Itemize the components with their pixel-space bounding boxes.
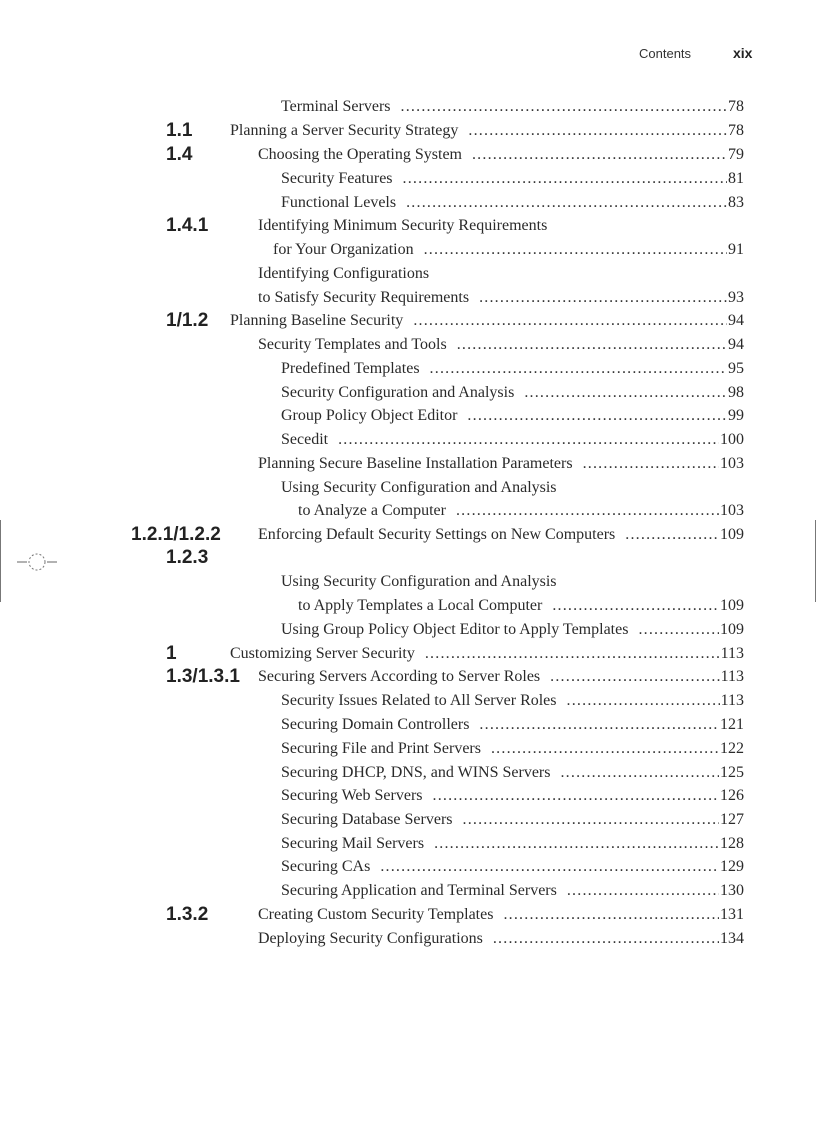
toc-entry[interactable]	[281, 856, 744, 878]
toc-row	[0, 904, 816, 926]
toc-entry-page: 78	[728, 122, 744, 139]
toc-entry-title: Customizing Server Security	[230, 645, 415, 662]
toc-row	[0, 382, 816, 404]
dot-leader	[479, 287, 727, 309]
dot-leader	[524, 382, 727, 404]
toc-entry[interactable]	[281, 880, 744, 902]
dot-leader	[467, 405, 727, 427]
toc-entry-title: Enforcing Default Security Settings on New Computers	[258, 526, 616, 543]
toc-entry-title: Using Security Configuration and Analysis	[281, 573, 557, 590]
toc-entry-title: Securing Application and Terminal Servers	[281, 882, 557, 899]
toc-entry[interactable]	[258, 524, 744, 546]
toc-entry[interactable]	[281, 382, 744, 404]
dot-leader	[434, 833, 719, 855]
toc-entry-page: 93	[728, 289, 744, 306]
toc-entry[interactable]	[298, 595, 744, 617]
dot-leader	[583, 453, 719, 475]
dot-leader	[567, 880, 719, 902]
toc-entry-page: 113	[720, 668, 744, 685]
toc-entry-title: Securing CAs	[281, 858, 371, 875]
toc-entry-page: 91	[728, 241, 744, 258]
toc-entry-title: Securing File and Print Servers	[281, 740, 481, 757]
toc-entry[interactable]	[281, 477, 557, 499]
toc-entry-title: to Analyze a Computer	[298, 502, 446, 519]
toc-row	[0, 619, 816, 641]
dot-leader	[424, 239, 727, 261]
toc-entry[interactable]	[281, 358, 744, 380]
toc-entry[interactable]	[281, 785, 744, 807]
toc-row	[0, 524, 816, 546]
running-header-section: Contents	[639, 46, 692, 61]
toc-entry-page: 125	[720, 764, 744, 781]
toc-row	[0, 738, 816, 760]
toc-entry[interactable]	[258, 904, 744, 926]
dot-leader	[472, 144, 727, 166]
toc-entry[interactable]	[230, 643, 744, 665]
toc-row	[0, 856, 816, 878]
toc-entry-title: Using Security Configuration and Analysis	[281, 479, 557, 496]
toc-row	[0, 287, 816, 309]
toc-entry[interactable]	[281, 429, 744, 451]
objective-marker: 1.3/1.3.1	[166, 666, 240, 687]
toc-entry-page: 78	[728, 98, 744, 115]
toc-entry-page: 131	[720, 906, 744, 923]
dot-leader	[550, 666, 719, 688]
objective-marker: 1/1.2	[166, 310, 209, 331]
toc-entry[interactable]	[258, 144, 744, 166]
toc-entry-title: Choosing the Operating System	[258, 146, 462, 163]
toc-entry-page: 128	[720, 835, 744, 852]
registration-mark-icon	[17, 550, 57, 574]
dot-leader	[503, 904, 719, 926]
toc-entry-title: Functional Levels	[281, 194, 397, 211]
toc-entry[interactable]	[281, 96, 744, 118]
dot-leader	[625, 524, 719, 546]
dot-leader	[338, 429, 719, 451]
toc-entry-page: 109	[720, 597, 744, 614]
toc-row	[0, 120, 816, 142]
toc-entry-page: 99	[728, 407, 744, 424]
objective-marker: 1.2.1/1.2.2	[131, 524, 221, 545]
toc-entry-title: to Satisfy Security Requirements	[258, 289, 470, 306]
dot-leader	[560, 762, 719, 784]
dot-leader	[567, 690, 720, 712]
toc-row	[0, 310, 816, 332]
objective-marker: 1.3.2	[166, 904, 209, 925]
dot-leader	[425, 643, 720, 665]
toc-entry-page: 122	[720, 740, 744, 757]
objective-marker: 1	[166, 643, 177, 664]
objective-marker: 1.1	[166, 120, 193, 141]
toc-entry-page: 103	[720, 502, 744, 519]
toc-entry-title: Terminal Servers	[281, 98, 391, 115]
dot-leader	[457, 334, 727, 356]
toc-row	[0, 192, 816, 214]
toc-entry-title: Security Issues Related to All Server Roles	[281, 692, 557, 709]
toc-entry-page: 113	[720, 645, 744, 662]
toc-row	[0, 96, 816, 118]
toc-row	[0, 263, 816, 285]
toc-entry-title: Creating Custom Security Templates	[258, 906, 494, 923]
toc-entry-title: to Apply Templates a Local Computer	[298, 597, 543, 614]
dot-leader	[491, 738, 719, 760]
toc-row	[0, 714, 816, 736]
toc-entry[interactable]	[230, 310, 744, 332]
toc-entry-title: Planning a Server Security Strategy	[230, 122, 459, 139]
toc-entry-page: 94	[728, 312, 744, 329]
toc-entry-page: 127	[720, 811, 744, 828]
dot-leader	[463, 809, 720, 831]
dot-leader	[430, 358, 727, 380]
toc-entry[interactable]	[281, 738, 744, 760]
objective-marker: 1.2.3	[166, 547, 209, 568]
dot-leader	[401, 96, 727, 118]
toc-entry[interactable]	[281, 571, 557, 593]
dot-leader	[479, 714, 719, 736]
toc-entry-title: Securing Web Servers	[281, 787, 423, 804]
dot-leader	[493, 928, 719, 950]
toc-entry[interactable]	[258, 263, 429, 285]
toc-row	[0, 928, 816, 950]
toc-row	[0, 690, 816, 712]
toc-row	[0, 405, 816, 427]
objective-marker: 1.4.1	[166, 215, 209, 236]
toc-entry-page: 109	[720, 526, 744, 543]
toc-entry[interactable]	[281, 833, 744, 855]
dot-leader	[456, 500, 719, 522]
toc-entry[interactable]	[298, 500, 744, 522]
dot-leader	[403, 168, 727, 190]
toc-row	[0, 666, 816, 688]
toc-row	[0, 358, 816, 380]
toc-entry-page: 83	[728, 194, 744, 211]
toc-entry-page: 130	[720, 882, 744, 899]
toc-row	[0, 833, 816, 855]
dot-leader	[380, 856, 719, 878]
toc-entry[interactable]	[281, 405, 744, 427]
toc-row	[0, 239, 816, 261]
toc-row	[0, 500, 816, 522]
toc-entry-page: 121	[720, 716, 744, 733]
toc-entry-page: 100	[720, 431, 744, 448]
toc-row	[0, 762, 816, 784]
toc-entry[interactable]	[258, 334, 744, 356]
objective-marker: 1.4	[166, 144, 193, 165]
toc-row	[0, 334, 816, 356]
toc-entry-page: 103	[720, 455, 744, 472]
toc-row	[0, 429, 816, 451]
toc-entry-page: 79	[728, 146, 744, 163]
toc-row	[0, 643, 816, 665]
toc-entry-page: 126	[720, 787, 744, 804]
dot-leader	[433, 785, 720, 807]
running-header-page-number: xix	[733, 45, 753, 61]
toc-entry[interactable]	[273, 239, 744, 261]
toc-row	[0, 144, 816, 166]
dot-leader	[468, 120, 727, 142]
toc-row	[0, 595, 816, 617]
toc-entry-title: Securing Servers According to Server Roles	[258, 668, 541, 685]
dot-leader	[413, 310, 727, 332]
dot-leader	[552, 595, 719, 617]
toc-entry-page: 109	[720, 621, 744, 638]
toc-entry-title: Planning Secure Baseline Installation Parameters	[258, 455, 573, 472]
toc-entry-title: Deploying Security Configurations	[258, 930, 483, 947]
toc-entry-title: Identifying Configurations	[258, 265, 430, 282]
toc-entry[interactable]	[281, 690, 744, 712]
toc-entry[interactable]	[281, 168, 744, 190]
toc-entry-page: 95	[728, 360, 744, 377]
dot-leader	[406, 192, 727, 214]
toc-entry-page: 129	[720, 858, 744, 875]
toc-entry-title: Securing DHCP, DNS, and WINS Servers	[281, 764, 551, 781]
dot-leader	[638, 619, 719, 641]
toc-entry[interactable]	[281, 762, 744, 784]
toc-row	[0, 168, 816, 190]
toc-entry-title: Security Templates and Tools	[258, 336, 447, 353]
toc-row	[0, 571, 816, 593]
toc-entry[interactable]	[230, 120, 744, 142]
toc-entry-title: Securing Mail Servers	[281, 835, 425, 852]
toc-entry[interactable]	[281, 809, 744, 831]
toc-entry[interactable]	[258, 453, 744, 475]
toc-entry-page: 134	[720, 930, 744, 947]
toc-entry[interactable]	[281, 714, 744, 736]
toc-row	[0, 215, 816, 237]
toc-entry-title: Identifying Minimum Security Requirements	[258, 217, 548, 234]
toc-row	[0, 809, 816, 831]
toc-entry-title: Security Features	[281, 170, 393, 187]
toc-row	[0, 453, 816, 475]
toc-row	[0, 547, 816, 569]
toc-row	[0, 785, 816, 807]
toc-entry-title: Secedit	[281, 431, 329, 448]
toc-entry-title: Securing Domain Controllers	[281, 716, 470, 733]
toc-entry[interactable]	[258, 666, 744, 688]
toc-entry-title: Predefined Templates	[281, 360, 420, 377]
toc-entry-page: 94	[728, 336, 744, 353]
toc-entry-title: Planning Baseline Security	[230, 312, 404, 329]
toc-entry-page: 81	[728, 170, 744, 187]
toc-entry-page: 113	[720, 692, 744, 709]
toc-entry-title: Using Group Policy Object Editor to Apply Templates	[281, 621, 629, 638]
toc-entry-title: for Your Organization	[273, 241, 414, 258]
toc-entry[interactable]	[281, 619, 744, 641]
toc-entry[interactable]	[281, 192, 744, 214]
toc-entry[interactable]	[258, 215, 547, 237]
toc-entry-title: Group Policy Object Editor	[281, 407, 458, 424]
toc-entry-page: 98	[728, 384, 744, 401]
toc-row	[0, 477, 816, 499]
toc-entry-title: Security Configuration and Analysis	[281, 384, 515, 401]
toc-entry[interactable]	[258, 287, 744, 309]
toc-entry-title: Securing Database Servers	[281, 811, 453, 828]
crop-mark-left	[0, 520, 1, 602]
toc-entry[interactable]	[258, 928, 744, 950]
toc-row	[0, 880, 816, 902]
